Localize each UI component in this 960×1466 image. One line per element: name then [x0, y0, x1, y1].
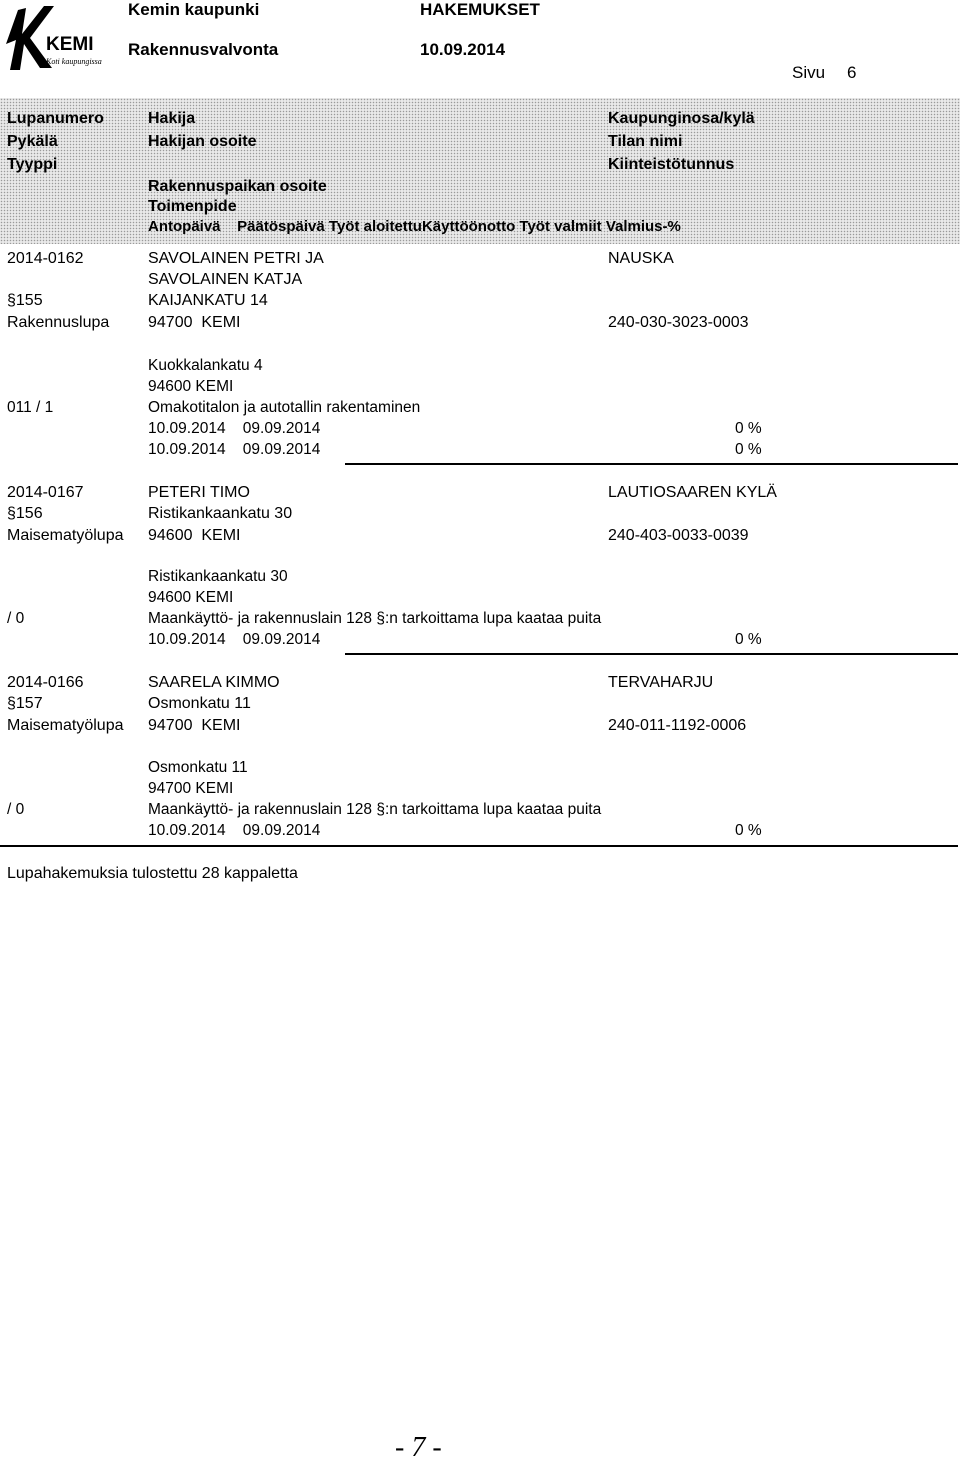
record-site-postal: 94600 KEMI — [148, 589, 234, 606]
record-applicant: PETERI TIMO — [148, 484, 250, 501]
col-lupanumero: Lupanumero — [7, 110, 104, 127]
record-postal: 94700 KEMI — [148, 717, 241, 734]
record-site-street: Ristikankaankatu 30 — [148, 568, 288, 585]
record-code: / 0 — [7, 610, 25, 627]
record-street: KAIJANKATU 14 — [148, 292, 268, 309]
record-applicant: SAARELA KIMMO — [148, 674, 280, 691]
record-property-id: 240-403-0033-0039 — [608, 527, 749, 544]
record-tyyppi: Maisematyölupa — [7, 527, 124, 544]
record-action: Maankäyttö- ja rakennuslain 128 §:n tarkoittama lupa kaataa puita — [148, 610, 602, 627]
record-dates-2: 10.09.2014 09.09.2014 — [148, 441, 321, 458]
record-dates: 10.09.2014 09.09.2014 — [148, 822, 321, 839]
record-percent: 0 % — [735, 822, 762, 839]
logo-subtext: Koti kaupungissa — [46, 57, 102, 66]
col-hakijan-osoite: Hakijan osoite — [148, 133, 257, 150]
record-site-street: Kuokkalankatu 4 — [148, 357, 263, 374]
page-number: 6 — [847, 63, 857, 82]
col-kaupunginosa: Kaupunginosa/kylä — [608, 110, 755, 127]
handwritten-page-number: - 7 - — [395, 1432, 442, 1463]
record-percent: 0 % — [735, 631, 762, 648]
record-postal: 94700 KEMI — [148, 314, 241, 331]
print-date: 10.09.2014 — [420, 40, 506, 59]
document-title: HAKEMUKSET — [420, 0, 540, 19]
col-dates-row: Antopäivä Päätöspäivä Työt aloitettuKäyttöönotto Työt valmiit Valmius-% — [148, 218, 681, 235]
record-dates: 10.09.2014 09.09.2014 — [148, 420, 321, 437]
record-street: Osmonkatu 11 — [148, 695, 251, 712]
record-district: NAUSKA — [608, 250, 674, 267]
record-street: Ristikankaankatu 30 — [148, 505, 293, 522]
department-name: Rakennusvalvonta — [128, 40, 279, 59]
col-toimenpide: Toimenpide — [148, 198, 237, 215]
col-hakija: Hakija — [148, 110, 196, 127]
final-divider — [0, 845, 958, 847]
record-action: Omakotitalon ja autotallin rakentaminen — [148, 399, 421, 416]
record-lupanumero: 2014-0162 — [7, 250, 84, 267]
record-district: TERVAHARJU — [608, 674, 714, 691]
record-action: Maankäyttö- ja rakennuslain 128 §:n tarkoittama lupa kaataa puita — [148, 801, 602, 818]
record-property-id: 240-011-1192-0006 — [608, 717, 747, 734]
col-pykala: Pykälä — [7, 133, 58, 150]
record-divider — [345, 463, 958, 465]
record-tyyppi: Maisematyölupa — [7, 717, 124, 734]
record-pykala: §155 — [7, 292, 43, 309]
page-label: Sivu — [792, 63, 826, 82]
record-applicant: SAVOLAINEN PETRI JA — [148, 250, 324, 267]
record-lupanumero: 2014-0167 — [7, 484, 84, 501]
city-name: Kemin kaupunki — [128, 0, 260, 19]
record-percent-2: 0 % — [735, 441, 762, 458]
record-site-street: Osmonkatu 11 — [148, 759, 248, 776]
record-site-postal: 94700 KEMI — [148, 780, 234, 797]
record-pykala: §156 — [7, 505, 43, 522]
col-rakennuspaikan-osoite: Rakennuspaikan osoite — [148, 178, 327, 195]
col-tyyppi: Tyyppi — [7, 156, 58, 173]
col-tilan-nimi: Tilan nimi — [608, 133, 683, 150]
record-applicant-2: SAVOLAINEN KATJA — [148, 271, 303, 288]
record-pykala: §157 — [7, 695, 43, 712]
record-percent: 0 % — [735, 420, 762, 437]
record-site-postal: 94600 KEMI — [148, 378, 234, 395]
record-lupanumero: 2014-0166 — [7, 674, 84, 691]
record-dates: 10.09.2014 09.09.2014 — [148, 631, 321, 648]
col-kiinteistotunnus: Kiinteistötunnus — [608, 156, 735, 173]
record-divider — [345, 653, 958, 655]
record-property-id: 240-030-3023-0003 — [608, 314, 749, 331]
logo-text: KEMI — [46, 34, 94, 55]
record-code: 011 / 1 — [7, 399, 54, 416]
record-postal: 94600 KEMI — [148, 527, 241, 544]
record-code: / 0 — [7, 801, 25, 818]
summary-text: Lupahakemuksia tulostettu 28 kappaletta — [7, 865, 298, 882]
record-district: LAUTIOSAAREN KYLÄ — [608, 484, 777, 501]
record-tyyppi: Rakennuslupa — [7, 314, 110, 331]
